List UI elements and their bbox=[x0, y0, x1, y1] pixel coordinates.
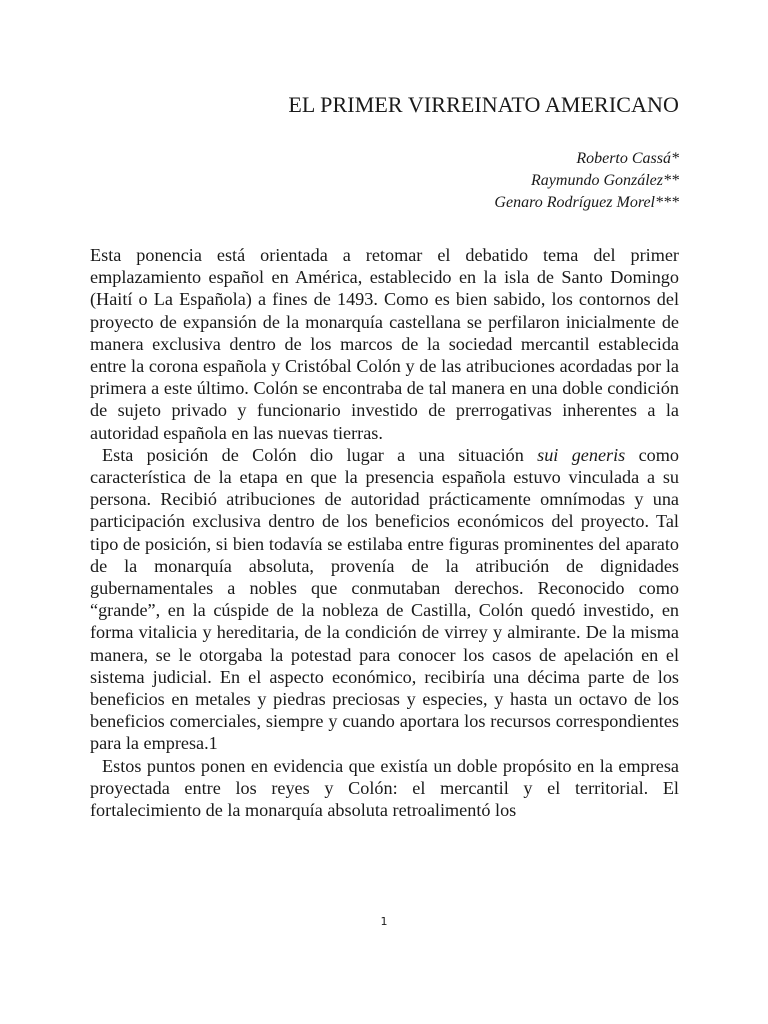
document-page bbox=[90, 0, 679, 1024]
italic-term: sui generis bbox=[537, 444, 626, 465]
paragraph-text: como característica de la etapa en que la presencia española estuvo vinculada a su persona. Recibió atribuciones de autoridad prácticamente omnímodas y una participación exclusiva dentro de los beneficios económicos del proyecto. Tal tipo de posición, si bien todavía se estilaba entre figuras prominentes del aparato de la monarquía absoluta, provenía de la atribución de dignidades gubernamentales a nobles que conmutaban derechos. Reconocido como “grande”, en la cúspide de la nobleza de Castilla, Colón quedó investido, en forma vitalicia y hereditaria, de la condición de virrey y almirante. De la misma manera, se le otorgaba la potestad para conocer los casos de apelación en el sistema judicial. En el aspecto económico, recibiría una décima parte de los beneficios en metales y piedras preciosas y especies, y hasta un octavo de los beneficios comerciales, siempre y cuando aportara los recursos correspondientes para la empresa.1 bbox=[90, 444, 679, 754]
body-text bbox=[90, 244, 679, 821]
paragraph: Estos puntos ponen en evidencia que existía un doble propósito en la empresa proyectada entre los reyes y Colón: el mercantil y el territorial. El fortalecimiento de la monarquía absoluta retroalimentó los bbox=[90, 755, 679, 821]
paragraph: Esta ponencia está orientada a retomar el debatido tema del primer emplazamiento español en América, establecido en la isla de Santo Domingo (Haití o La Española) a fines de 1493. Como es bien sabido, los contornos del proyecto de expansión de la monarquía castellana se perfilaron inicialmente de manera exclusiva dentro de los marcos de la sociedad mercantil establecida entre la corona española y Cristóbal Colón y de las atribuciones acordadas por la primera a este último. Colón se encontraba de tal manera en una doble condición de sujeto privado y funcionario investido de prerrogativas inherentes a la autoridad española en las nuevas tierras. bbox=[90, 245, 679, 443]
paragraph bbox=[90, 444, 679, 755]
author-name: Genaro Rodríguez Morel*** bbox=[494, 194, 679, 211]
paragraph-text: Esta posición de Colón dio lugar a una situación bbox=[102, 444, 538, 465]
document-title: EL PRIMER VIRREINATO AMERICANO bbox=[288, 92, 679, 117]
author-name: Roberto Cassá* bbox=[576, 150, 679, 167]
page-number: 1 bbox=[380, 915, 388, 928]
author-list bbox=[494, 148, 679, 214]
author-name: Raymundo González** bbox=[531, 172, 679, 189]
